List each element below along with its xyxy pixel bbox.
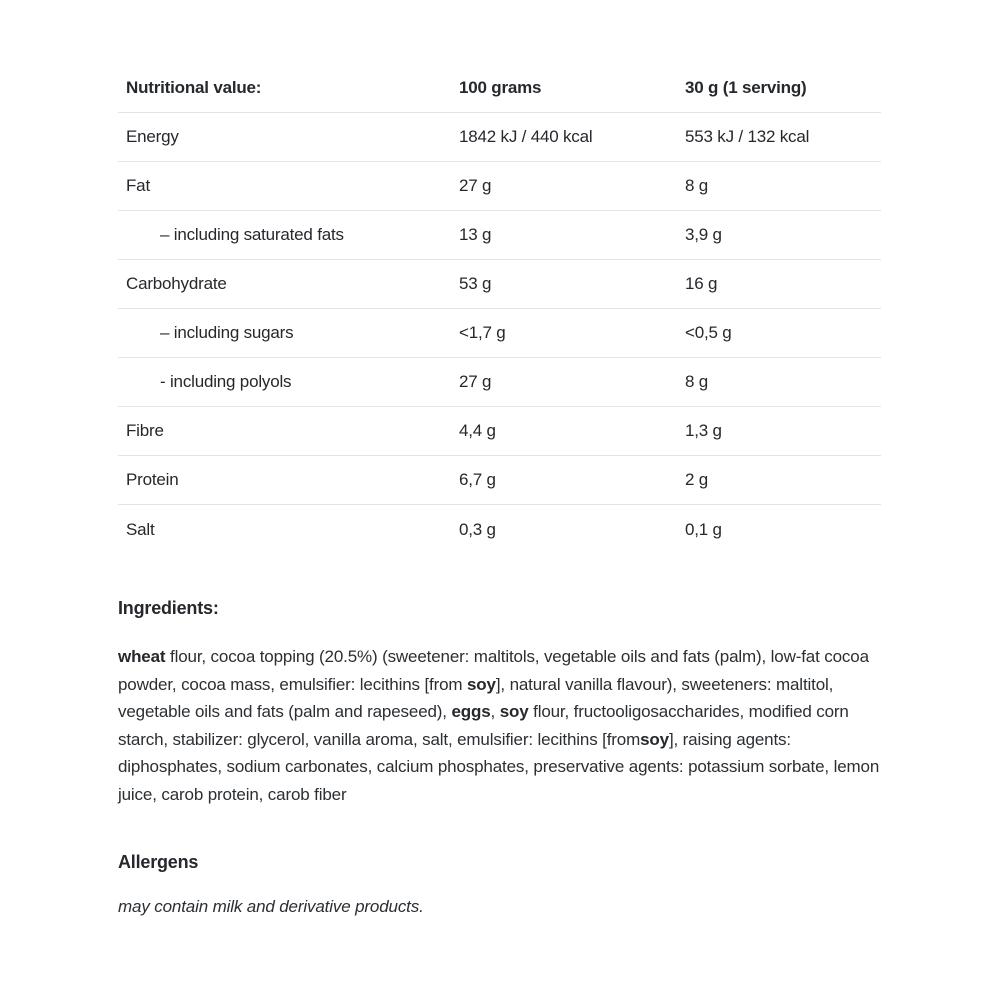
table-row <box>118 113 881 162</box>
content-column <box>118 64 881 917</box>
nutrition-table <box>118 64 881 554</box>
table-row <box>118 162 881 211</box>
nutrition-table-body <box>118 113 881 554</box>
column-header-100-grams: 100 grams <box>459 78 542 97</box>
table-row <box>118 211 881 260</box>
row-label: Salt <box>126 519 155 539</box>
row-label: – including sugars <box>160 323 294 342</box>
row-label: Carbohydrate <box>126 274 227 293</box>
row-label: Protein <box>126 470 179 489</box>
value-per-100g: <1,7 g <box>459 323 506 342</box>
value-per-100g: 27 g <box>459 176 492 195</box>
nutrition-table-header-row <box>118 64 881 113</box>
ingredient-allergen-bold: soy <box>467 674 496 694</box>
ingredient-allergen-bold: eggs <box>451 702 491 721</box>
value-per-serving: 0,1 g <box>685 519 722 539</box>
ingredient-allergen-bold: soy <box>499 702 529 721</box>
ingredients-text <box>118 643 881 808</box>
value-per-serving: 553 kJ / 132 kcal <box>685 127 810 146</box>
value-per-serving: 16 g <box>685 274 718 293</box>
row-label: Fibre <box>126 421 164 440</box>
row-label: - including polyols <box>160 372 292 391</box>
value-per-100g: 53 g <box>459 274 492 293</box>
row-label: Energy <box>126 127 179 146</box>
ingredient-text-segment: , <box>490 702 500 721</box>
ingredient-allergen-bold: wheat <box>118 647 166 666</box>
value-per-100g: 4,4 g <box>459 421 496 440</box>
value-per-100g: 1842 kJ / 440 kcal <box>459 127 593 146</box>
value-per-serving: 8 g <box>685 372 709 391</box>
row-label: – including saturated fats <box>160 225 344 244</box>
ingredient-text-segment: ], raising agents: diphosphates, sodium carbonates, calcium phosphates, preservative agents: potassium sorbate, lemon juice, carob protein, carob fiber <box>118 729 880 804</box>
value-per-serving: 3,9 g <box>685 225 722 244</box>
table-row <box>118 505 881 554</box>
value-per-100g: 27 g <box>459 372 492 391</box>
value-per-100g: 0,3 g <box>459 519 496 539</box>
table-row <box>118 407 881 456</box>
value-per-serving: 1,3 g <box>685 421 722 440</box>
ingredient-allergen-bold: soy <box>640 729 669 749</box>
column-header-nutritional-value: Nutritional value: <box>126 78 262 97</box>
ingredient-text-segment: flour, fructooligosaccharides, modified corn starch, stabilizer: glycerol, vanilla aroma, salt, emulsifier: lecithins [from <box>118 702 849 749</box>
allergens-heading: Allergens <box>118 852 199 872</box>
table-row <box>118 358 881 407</box>
row-label: Fat <box>126 176 150 195</box>
ingredient-text-segment: ], natural vanilla flavour), sweeteners: maltitol, vegetable oils and fats (palm and rapeseed), <box>118 674 834 721</box>
value-per-100g: 6,7 g <box>459 470 496 489</box>
value-per-serving: 8 g <box>685 176 709 195</box>
value-per-serving: 2 g <box>685 470 709 489</box>
value-per-100g: 13 g <box>459 225 492 244</box>
ingredients-heading: Ingredients: <box>118 598 219 618</box>
table-row <box>118 260 881 309</box>
column-header-serving: 30 g (1 serving) <box>685 78 807 97</box>
allergens-text: may contain milk and derivative products. <box>118 897 424 916</box>
table-row <box>118 456 881 505</box>
table-row <box>118 309 881 358</box>
ingredient-text-segment: flour, cocoa topping (20.5%) (sweetener: maltitols, vegetable oils and fats (palm), low-fat cocoa powder, cocoa mass, emulsifier: lecithins [from <box>118 647 869 694</box>
value-per-serving: <0,5 g <box>685 323 732 342</box>
